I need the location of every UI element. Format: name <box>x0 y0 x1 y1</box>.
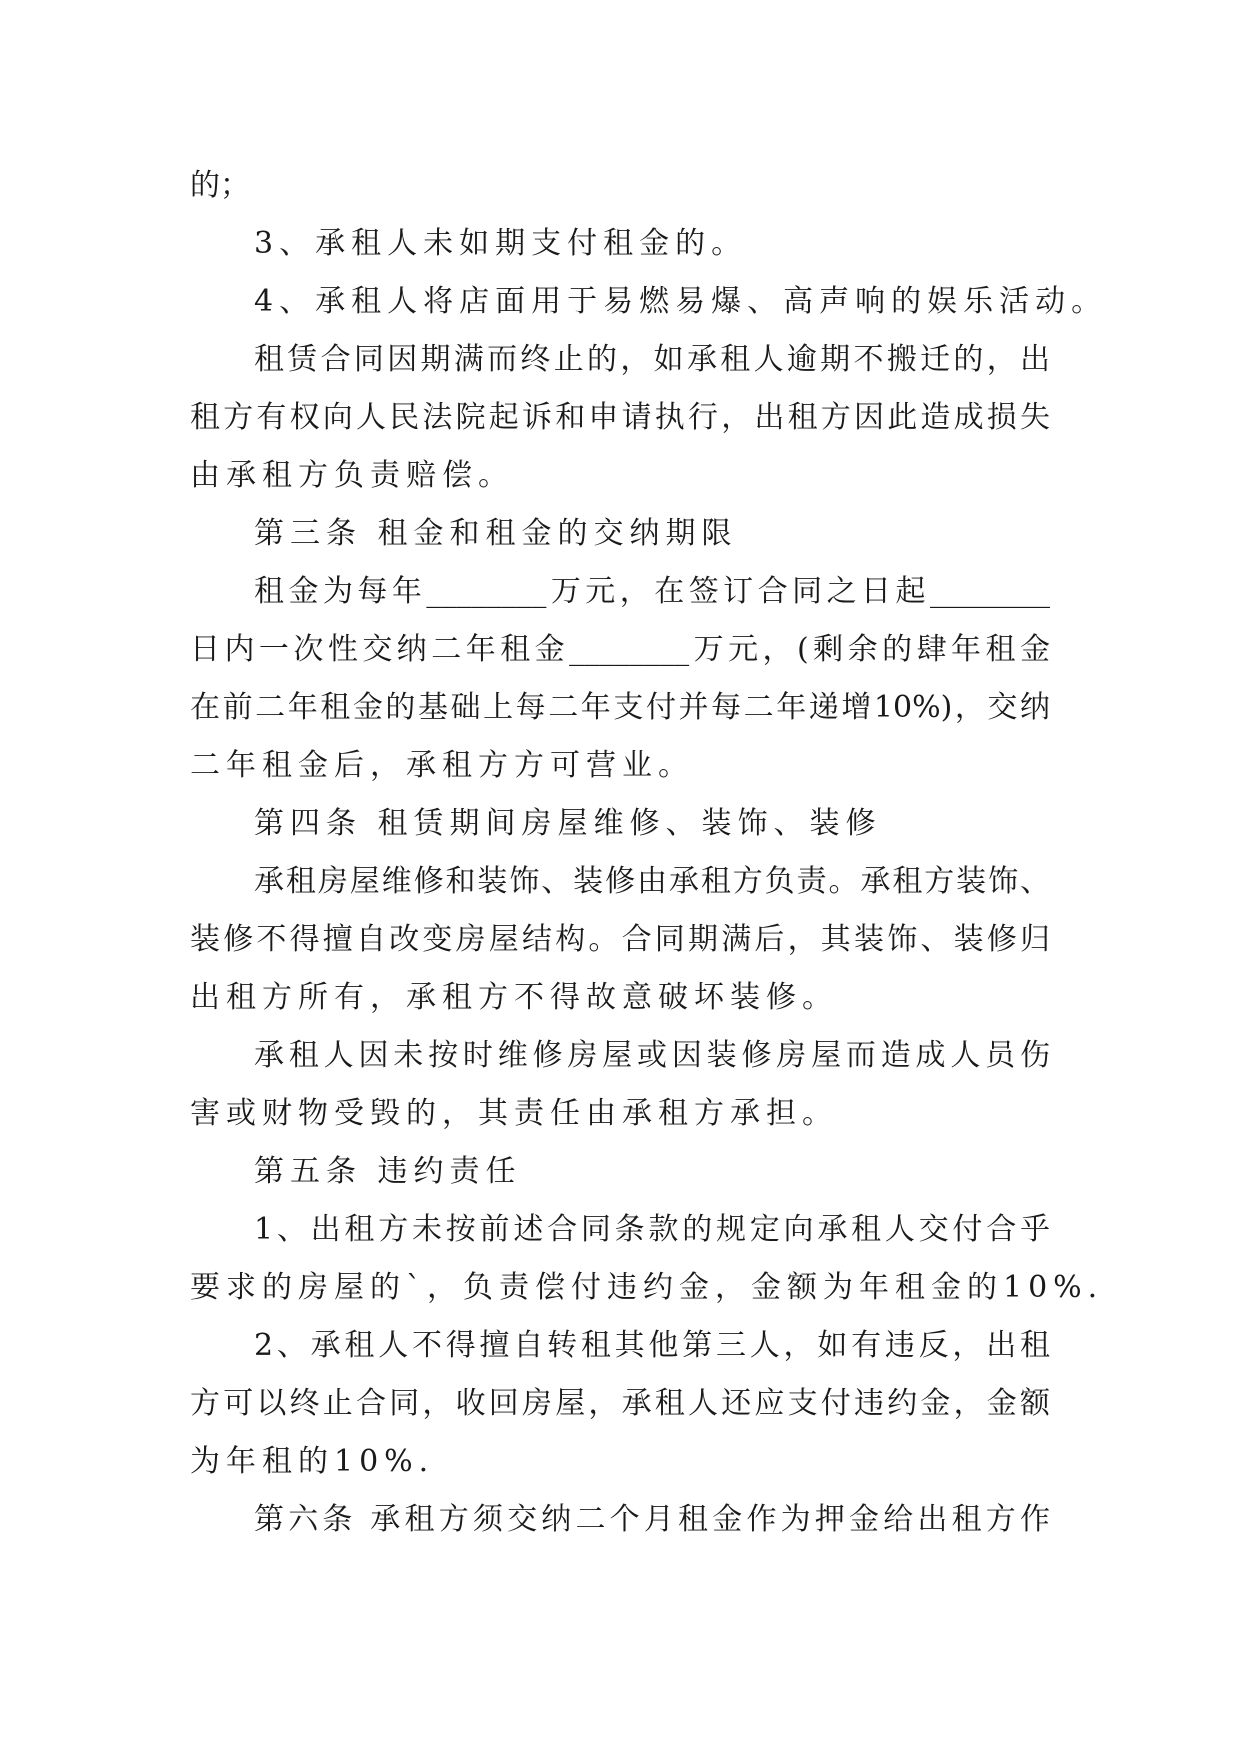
text-line: 租金为每年________万元，在签订合同之日起________ <box>254 574 1050 609</box>
text-line: 二年租金后，承租方方可营业。 <box>190 748 694 783</box>
text-line: 在前二年租金的基础上每二年支付并每二年递增10%)，交纳 <box>190 690 1050 725</box>
text-line: 承租房屋维修和装饰、装修由承租方负责。承租方装饰、 <box>254 864 1050 899</box>
section-heading: 第五条 违约责任 <box>254 1154 522 1189</box>
text-line: 1、出租方未按前述合同条款的规定向承租人交付合乎 <box>254 1212 1050 1247</box>
text-line: 3、承租人未如期支付租金的。 <box>254 226 748 261</box>
text-line: 方可以终止合同，收回房屋，承租人还应支付违约金，金额 <box>190 1386 1050 1421</box>
text-line: 要求的房屋的`，负责偿付违约金，金额为年租金的10%. <box>190 1270 1104 1305</box>
text-line: 害或财物受毁的，其责任由承租方承担。 <box>190 1096 838 1131</box>
section-heading: 第三条 租金和租金的交纳期限 <box>254 516 738 551</box>
text-line: 承租人因未按时维修房屋或因装修房屋而造成人员伤 <box>254 1038 1050 1073</box>
text-line: 日内一次性交纳二年租金________万元，(剩余的肆年租金 <box>190 632 1050 667</box>
text-line: 装修不得擅自改变房屋结构。合同期满后，其装饰、装修归 <box>190 922 1050 957</box>
text-line: 为年租的10%. <box>190 1444 435 1479</box>
text-line: 租方有权向人民法院起诉和申请执行，出租方因此造成损失 <box>190 400 1050 435</box>
text-line: 的； <box>190 168 250 203</box>
section-heading: 第六条 承租方须交纳二个月租金作为押金给出租方作 <box>254 1502 1050 1537</box>
text-line: 租赁合同因期满而终止的，如承租人逾期不搬迁的，出 <box>254 342 1050 377</box>
section-heading: 第四条 租赁期间房屋维修、装饰、装修 <box>254 806 882 841</box>
text-line: 2、承租人不得擅自转租其他第三人，如有违反，出租 <box>254 1328 1050 1363</box>
text-line: 由承租方负责赔偿。 <box>190 458 514 493</box>
text-line: 出租方所有，承租方不得故意破坏装修。 <box>190 980 838 1015</box>
text-line: 4、承租人将店面用于易燃易爆、高声响的娱乐活动。 <box>254 284 1108 319</box>
